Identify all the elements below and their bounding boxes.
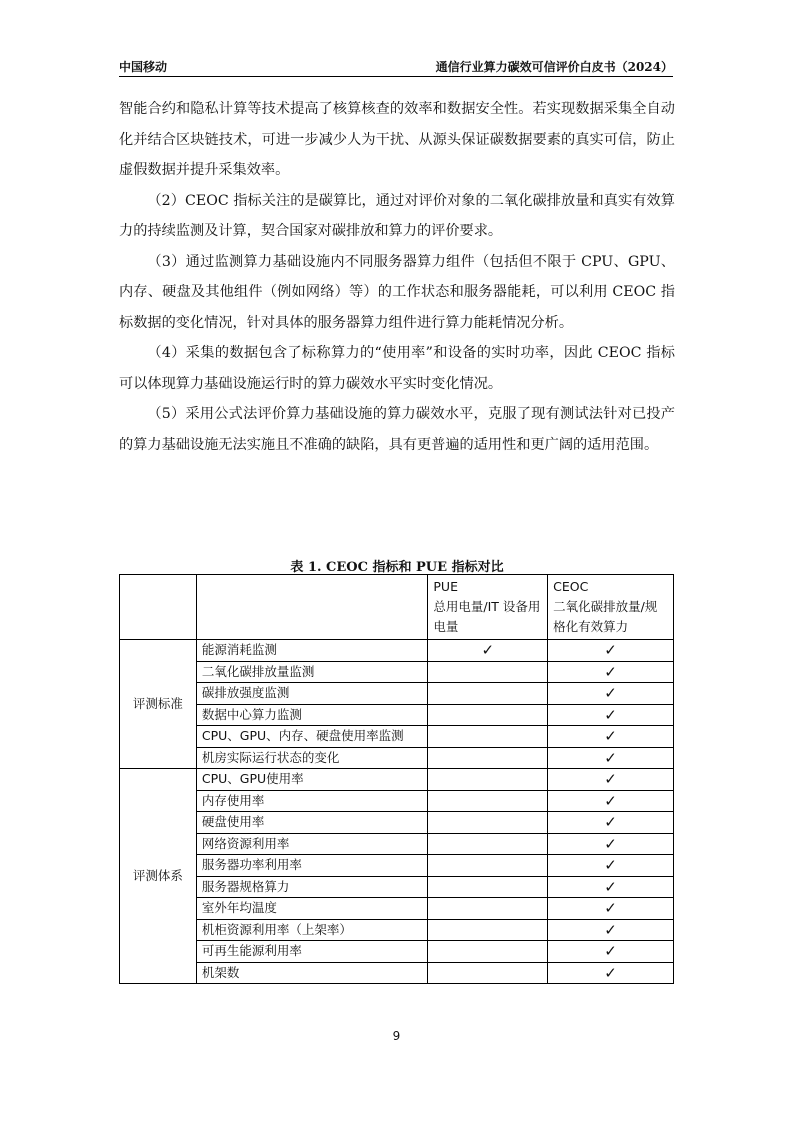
ceoc-check-mark: ✓ — [548, 833, 674, 855]
ceoc-check-mark: ✓ — [548, 726, 674, 748]
table-row — [120, 683, 674, 705]
table-row — [120, 661, 674, 683]
ceoc-check-mark: ✓ — [548, 812, 674, 834]
pue-check-mark: ✓ — [428, 640, 548, 662]
ceoc-check-mark: ✓ — [548, 661, 674, 683]
pue-cell — [428, 747, 548, 769]
item-label: 内存使用率 — [196, 790, 428, 812]
paragraph: （4）采集的数据包含了标称算力的“使用率”和设备的实时功率，因此 CEOC 指标可以体现算力基础设施运行时的算力碳效水平实时变化情况。 — [119, 345, 675, 392]
ceoc-column-formula: 二氧化碳排放量/规格化有效算力 — [553, 599, 658, 634]
ceoc-check-mark: ✓ — [548, 919, 674, 941]
pue-cell — [428, 683, 548, 705]
table-row — [120, 833, 674, 855]
ceoc-check-mark: ✓ — [548, 855, 674, 877]
pue-column-formula: 总用电量/IT 设备用电量 — [433, 599, 541, 634]
header-cell-empty — [120, 575, 197, 640]
pue-cell — [428, 941, 548, 963]
pue-cell — [428, 898, 548, 920]
table-header-row — [120, 575, 674, 640]
pue-cell — [428, 812, 548, 834]
ceoc-check-mark: ✓ — [548, 704, 674, 726]
ceoc-check-mark: ✓ — [548, 941, 674, 963]
table-row — [120, 898, 674, 920]
table-row — [120, 812, 674, 834]
table-row — [120, 704, 674, 726]
item-label: 数据中心算力监测 — [196, 704, 428, 726]
item-label: 可再生能源利用率 — [196, 941, 428, 963]
item-label: 能源消耗监测 — [196, 640, 428, 662]
group-label: 评测体系 — [120, 769, 197, 984]
item-label: CPU、GPU、内存、硬盘使用率监测 — [196, 726, 428, 748]
pue-column-name: PUE — [433, 579, 458, 594]
item-label: 碳排放强度监测 — [196, 683, 428, 705]
body-text — [119, 94, 675, 460]
header-org: 中国移动 — [119, 60, 168, 74]
ceoc-check-mark: ✓ — [548, 769, 674, 791]
item-label: 硬盘使用率 — [196, 812, 428, 834]
page-number: 9 — [392, 1029, 401, 1043]
pue-cell — [428, 790, 548, 812]
pue-cell — [428, 661, 548, 683]
item-label: 室外年均温度 — [196, 898, 428, 920]
table-caption: 表 1. CEOC 指标和 PUE 指标对比 — [290, 560, 504, 575]
pue-cell — [428, 833, 548, 855]
table-row — [120, 726, 674, 748]
pue-cell — [428, 876, 548, 898]
item-label: 机架数 — [196, 962, 428, 984]
paragraph: （3）通过监测算力基础设施内不同服务器算力组件（包括但不限于 CPU、GPU、内存、硬盘及其他组件（例如网络）等）的工作状态和服务器能耗，可以利用 CEOC 指标数据的变化情况，针对具体的服务器算力组件进行算力能耗情况分析。 — [119, 253, 675, 331]
pue-cell — [428, 919, 548, 941]
table-row — [120, 941, 674, 963]
pue-cell — [428, 855, 548, 877]
paragraph: （5）采用公式法评价算力基础设施的算力碳效水平，克服了现有测试法针对已投产的算力基础设施无法实施且不准确的缺陷，具有更普遍的适用性和更广阔的适用范围。 — [119, 406, 675, 453]
ceoc-check-mark: ✓ — [548, 747, 674, 769]
comparison-table — [119, 574, 674, 984]
item-label: 机柜资源利用率（上架率） — [196, 919, 428, 941]
item-label: 网络资源利用率 — [196, 833, 428, 855]
item-label: 服务器规格算力 — [196, 876, 428, 898]
table-row — [120, 962, 674, 984]
pue-cell — [428, 769, 548, 791]
header-cell-empty — [196, 575, 428, 640]
table-row — [120, 769, 674, 791]
ceoc-check-mark: ✓ — [548, 790, 674, 812]
item-label: 机房实际运行状态的变化 — [196, 747, 428, 769]
paragraph: 智能合约和隐私计算等技术提高了核算核查的效率和数据安全性。若实现数据采集全自动化并结合区块链技术，可进一步减少人为干扰、从源头保证碳数据要素的真实可信，防止虚假数据并提升采集效率。 — [119, 101, 675, 178]
table-row — [120, 640, 674, 662]
ceoc-check-mark: ✓ — [548, 683, 674, 705]
paragraph: （2）CEOC 指标关注的是碳算比，通过对评价对象的二氧化碳排放量和真实有效算力的持续监测及计算，契合国家对碳排放和算力的评价要求。 — [119, 192, 675, 239]
pue-cell — [428, 704, 548, 726]
pue-cell — [428, 726, 548, 748]
table-row — [120, 747, 674, 769]
table-row — [120, 855, 674, 877]
pue-cell — [428, 962, 548, 984]
ceoc-check-mark: ✓ — [548, 876, 674, 898]
table-row — [120, 790, 674, 812]
table-row — [120, 919, 674, 941]
header-cell-ceoc — [548, 575, 674, 640]
header-doc-title: 通信行业算力碳效可信评价白皮书（2024） — [435, 60, 673, 74]
ceoc-column-name: CEOC — [553, 579, 589, 594]
ceoc-check-mark: ✓ — [548, 898, 674, 920]
ceoc-check-mark: ✓ — [548, 640, 674, 662]
table-row — [120, 876, 674, 898]
item-label: 二氧化碳排放量监测 — [196, 661, 428, 683]
group-label: 评测标准 — [120, 640, 197, 769]
ceoc-check-mark: ✓ — [548, 962, 674, 984]
header-cell-pue — [428, 575, 548, 640]
page-header — [119, 56, 673, 77]
item-label: CPU、GPU使用率 — [196, 769, 428, 791]
item-label: 服务器功率利用率 — [196, 855, 428, 877]
